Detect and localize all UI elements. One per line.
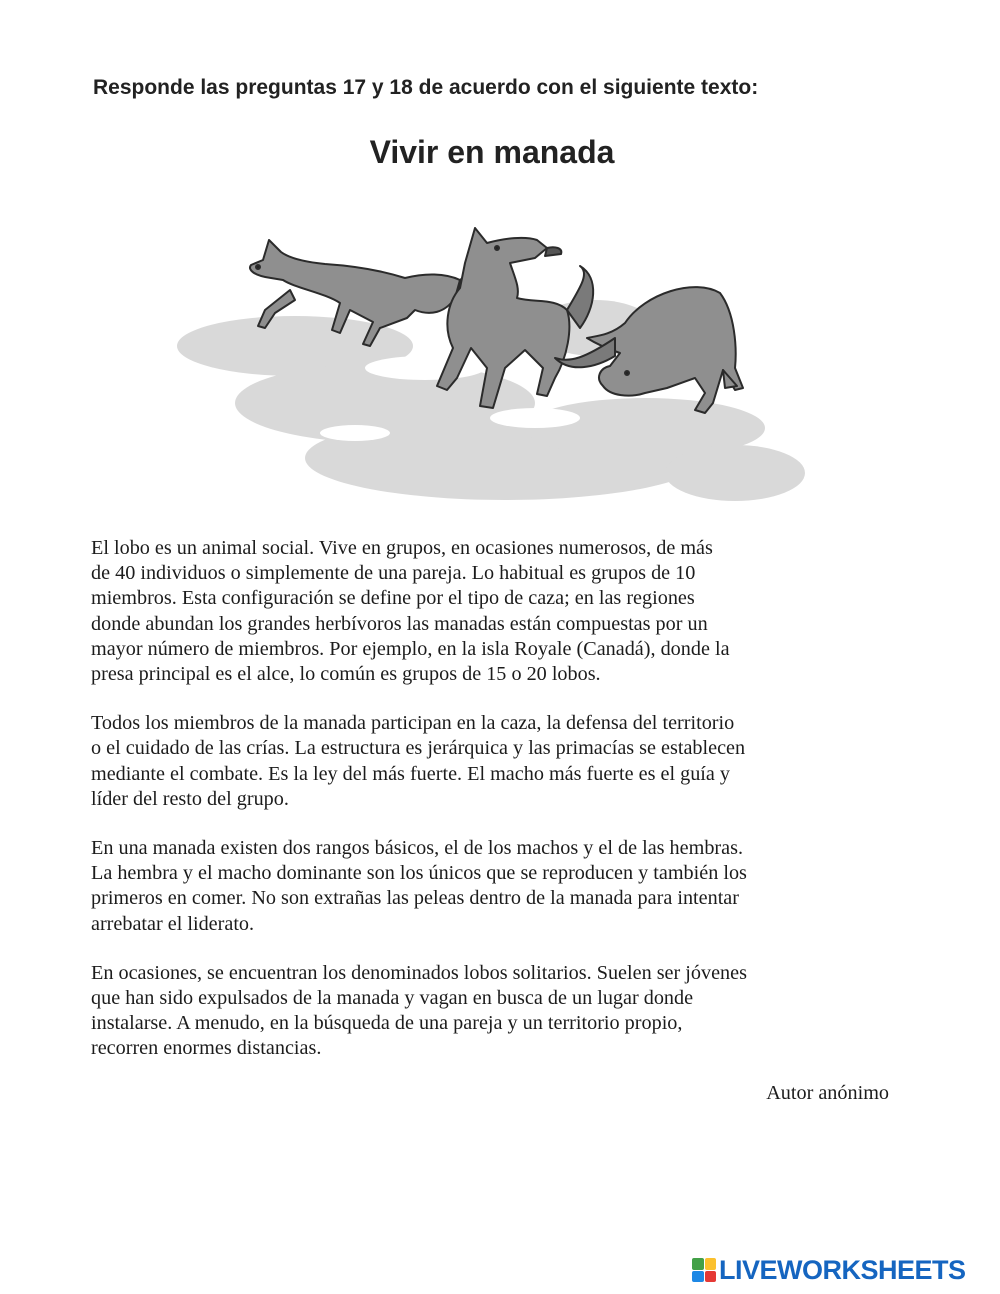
author-signature: Autor anónimo [766,1082,889,1104]
instruction-text: Responde las preguntas 17 y 18 de acuerdo con el siguiente texto: [93,76,759,99]
paragraph-3: En una manada existen dos rangos básicos, el de los machos y el de las hembras. La hembra y el macho dominante son los únicos que se reproducen y también los primeros en comer. No son extrañas las peleas dentro de la manada para intentar arrebatar el liderato. [91,837,747,935]
three-wolves-illustration-icon [175,218,815,518]
article-body [91,536,891,1086]
paragraph-1: El lobo es un animal social. Vive en grupos, en ocasiones numerosos, de más de 40 individuos o simplemente de una pareja. Lo habitual es grupos de 10 miembros. Esta configuración se define por el tipo de caza; en las regiones donde abundan los grandes herbívoros las manadas están compuestas por un mayor número de miembros. Por ejemplo, en la isla Royale (Canadá), donde la presa principal es el alce, lo común es grupos de 15 o 20 lobos. [91,537,730,686]
logo-text: LIVEWORKSHEETS [719,1254,966,1285]
paragraph-2: Todos los miembros de la manada participan en la caza, la defensa del territorio o el cuidado de las crías. La estructura es jerárquica y las primacías se establecen mediante el combate. Es la ley del más fuerte. El macho más fuerte es el guía y líder del resto del grupo. [91,712,746,810]
page-title: Vivir en manada [369,134,615,170]
wolves-illustration [175,218,815,523]
paragraph-4: En ocasiones, se encuentran los denominados lobos solitarios. Suelen ser jóvenes que han sido expulsados de la manada y vagan en busca de un lugar donde instalarse. A menudo, en la búsqueda de una pareja y un territorio propio, recorren enormes distancias. [91,961,747,1060]
liveworksheets-logo[interactable] [692,1254,966,1286]
liveworksheets-mark-icon [692,1258,716,1282]
